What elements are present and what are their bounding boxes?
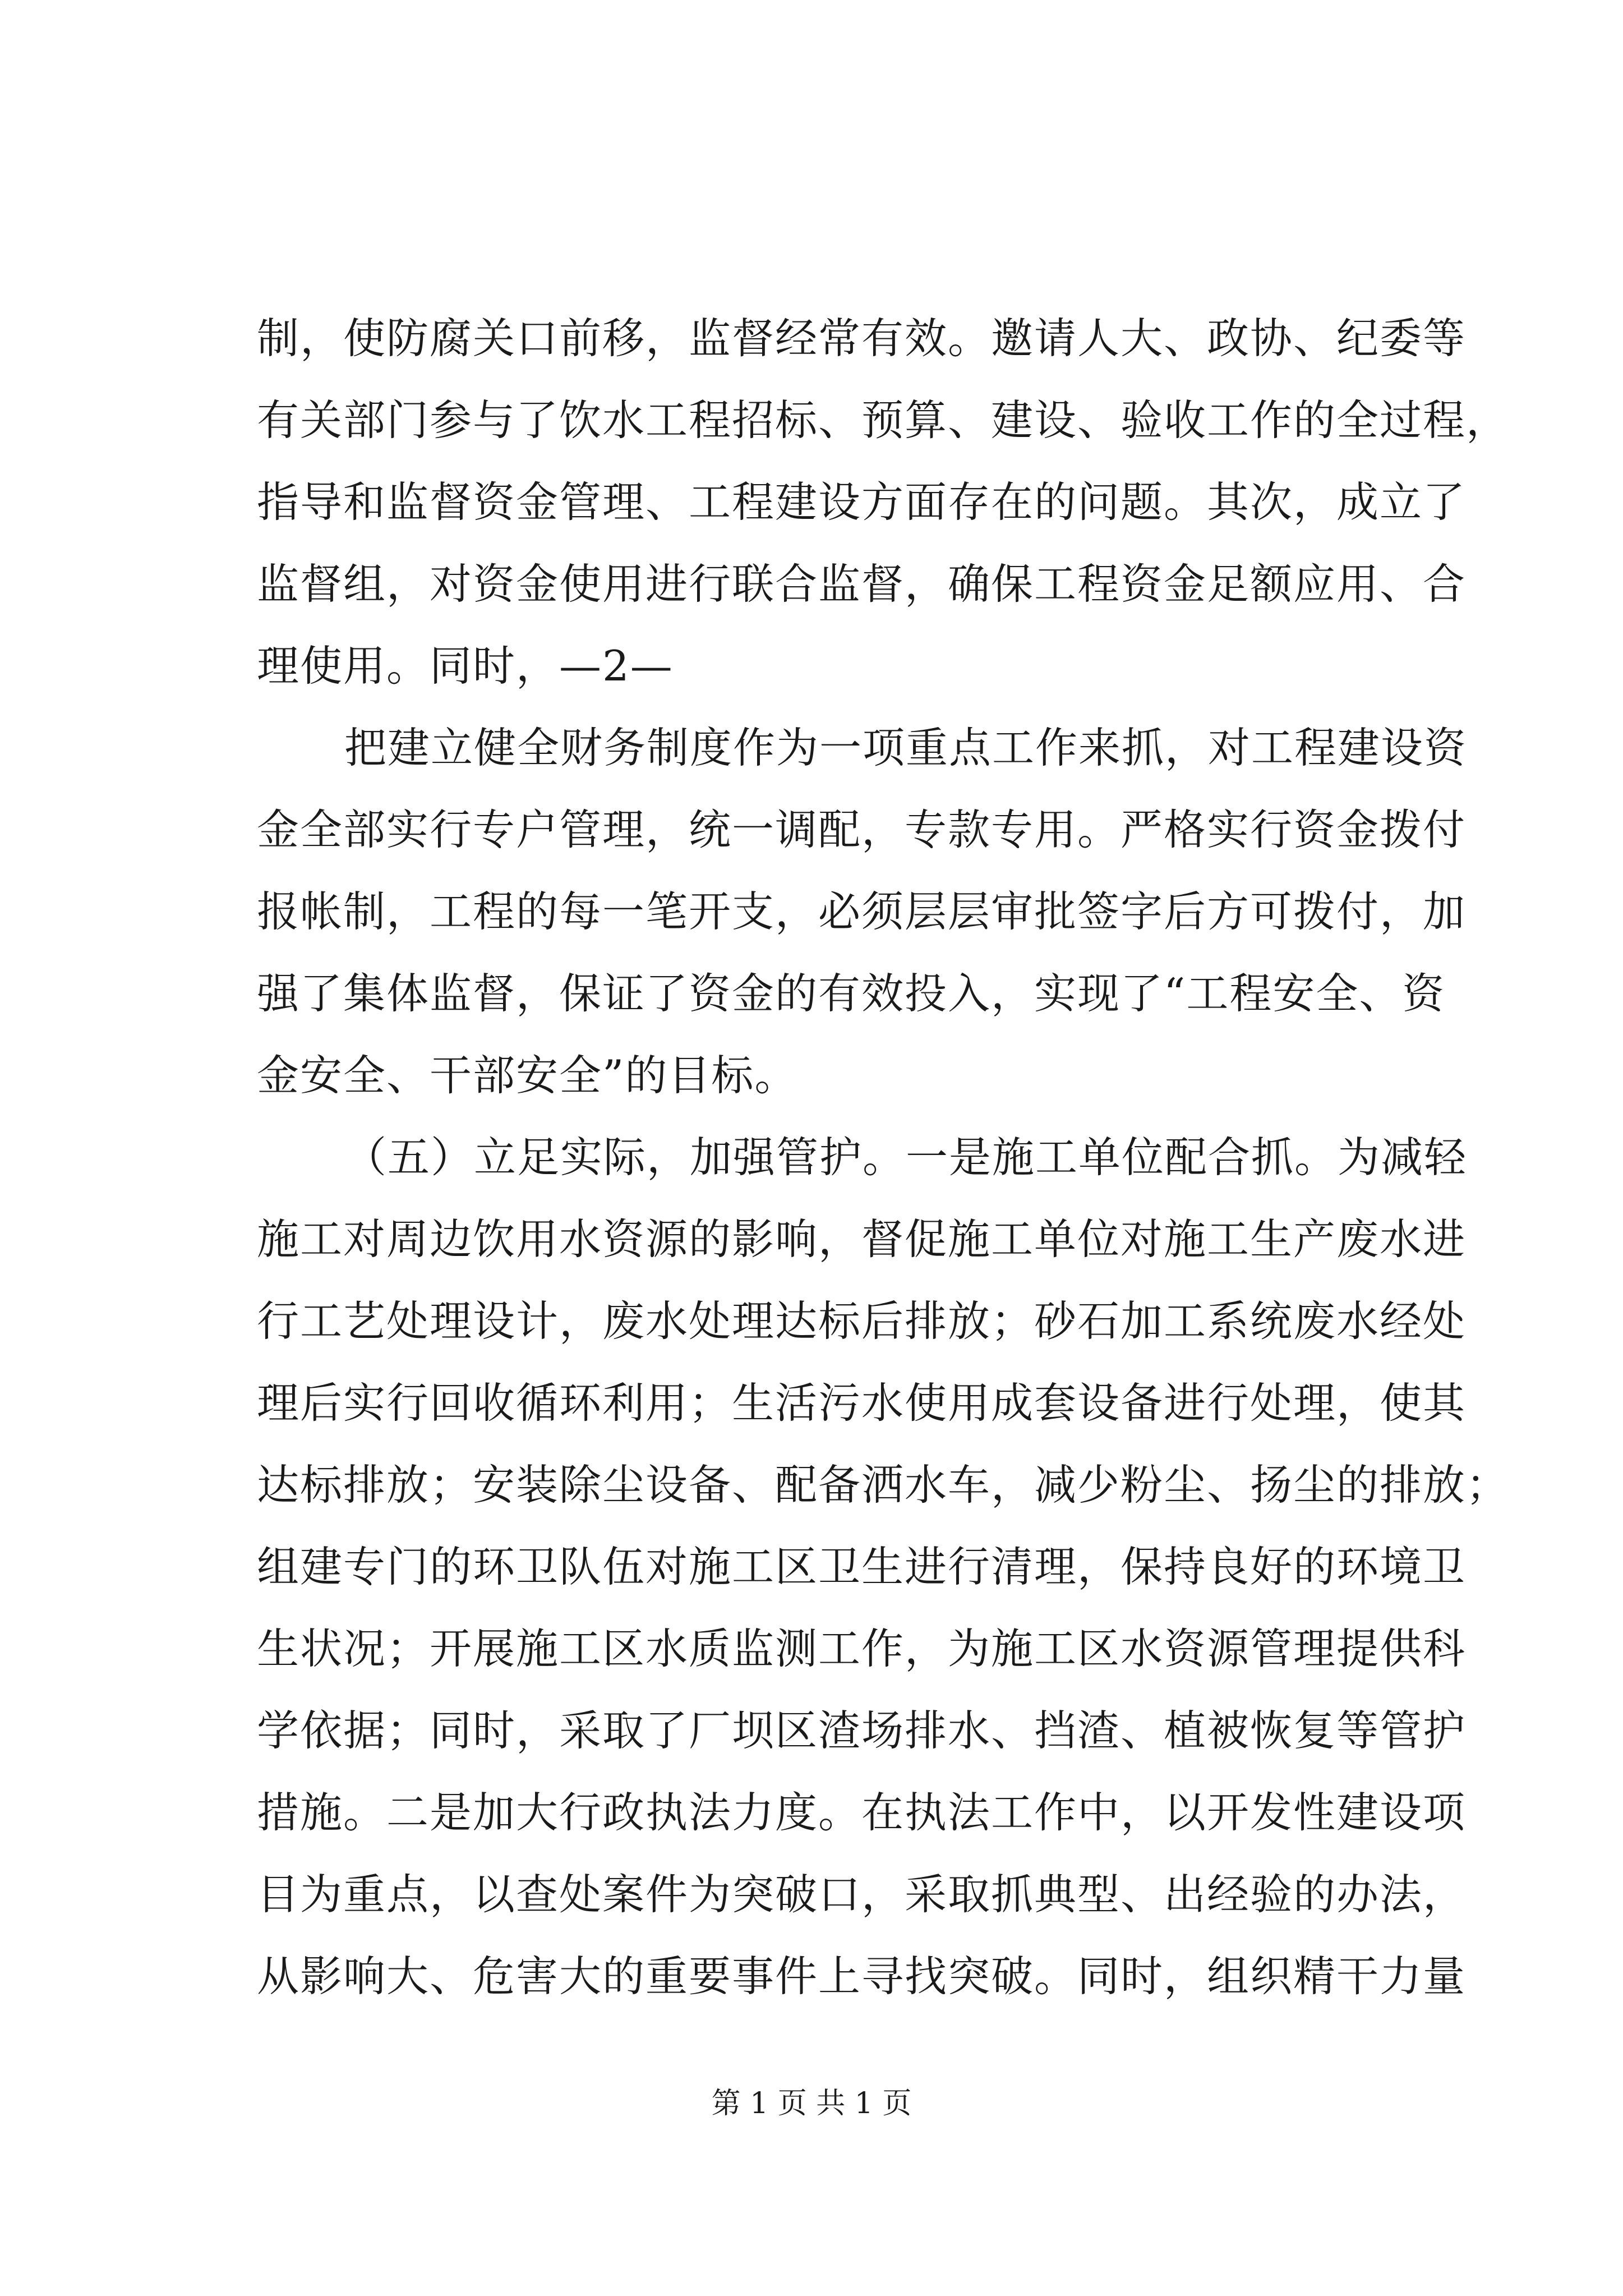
text-line: 有关部门参与了饮水工程招标、预算、建设、验收工作的全过程， (257, 395, 1510, 445)
text-line: 金安全、干部安全”的目标。 (257, 1051, 798, 1100)
text-line: 组建专门的环卫队伍对施工区卫生进行清理，保持良好的环境卫 (257, 1542, 1467, 1591)
text-line: 目为重点，以查处案件为突破口，采取抓典型、出经验的办法， (257, 1870, 1467, 1919)
text-line: 达标排放；安装除尘设备、配备洒水车，减少粉尘、扬尘的排放； (257, 1460, 1510, 1510)
paragraph-3 (257, 1116, 1510, 2017)
document-body (257, 297, 1510, 2017)
text-line: 报帐制，工程的每一笔开支，必须层层审批签字后方可拨付，加 (257, 887, 1467, 936)
text-line: 从影响大、危害大的重要事件上寻找突破。同时，组织精干力量 (257, 1952, 1467, 2001)
text-line: （五）立足实际，加强管护。一是施工单位配合抓。为减轻 (344, 1133, 1468, 1182)
text-line: 理后实行回收循环利用；生活污水使用成套设备进行处理，使其 (257, 1378, 1467, 1428)
text-line: 生状况；开展施工区水质监测工作，为施工区水资源管理提供科 (257, 1624, 1467, 1673)
text-line: 强了集体监督，保证了资金的有效投入，实现了“工程安全、资 (257, 969, 1446, 1018)
text-line: 学依据；同时，采取了厂坝区渣场排水、挡渣、植被恢复等管护 (257, 1706, 1467, 1755)
text-line: 行工艺处理设计，废水处理达标后排放；砂石加工系统废水经处 (257, 1296, 1467, 1346)
text-line: 理使用。同时，—2— (257, 641, 674, 691)
paragraph-2 (257, 707, 1468, 1116)
page-footer: 第 1 页 共 1 页 (711, 2087, 912, 2120)
text-line: 把建立健全财务制度作为一项重点工作来抓，对工程建设资 (344, 723, 1468, 772)
text-line: 施工对周边饮用水资源的影响，督促施工单位对施工生产废水进 (257, 1214, 1467, 1264)
text-line: 指导和监督资金管理、工程建设方面存在的问题。其次，成立了 (257, 477, 1467, 527)
paragraph-1 (257, 297, 1510, 707)
text-line: 制，使防腐关口前移，监督经常有效。邀请人大、政协、纪委等 (257, 314, 1467, 363)
text-line: 监督组，对资金使用进行联合监督，确保工程资金足额应用、合 (257, 559, 1467, 609)
text-line: 金全部实行专户管理，统一调配，专款专用。严格实行资金拨付 (257, 805, 1467, 854)
text-line: 措施。二是加大行政执法力度。在执法工作中，以开发性建设项 (257, 1788, 1467, 1837)
